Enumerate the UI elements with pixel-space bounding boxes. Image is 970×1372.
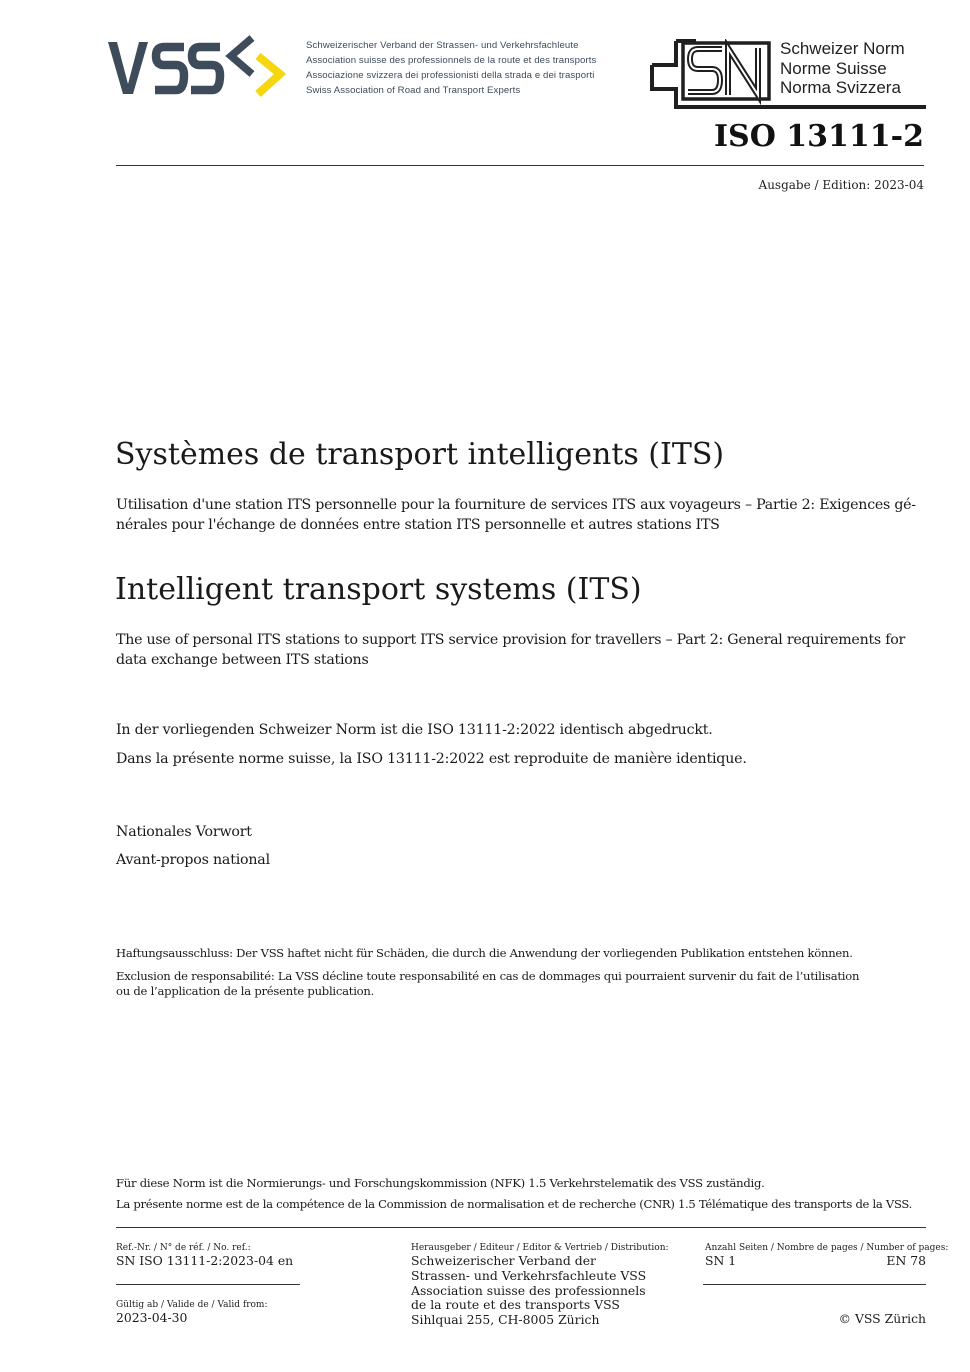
page-count-en: EN 78 (886, 1253, 926, 1268)
publisher-address (411, 1254, 646, 1328)
sn-norm-names (780, 39, 930, 98)
publisher-line: Strassen- und Verkehrsfachleute VSS (411, 1267, 647, 1283)
ref-number-value: SN ISO 13111-2:2023-04 en (116, 1253, 294, 1268)
sn-logo-underline (676, 105, 926, 109)
title-en: Intelligent transport systems (ITS) (115, 572, 642, 607)
standard-number: ISO 13111-2 (714, 119, 924, 154)
publisher-label: Herausgeber / Editeur / Editor & Vertrieb / Distribution: (411, 1243, 669, 1253)
commission-de: Für diese Norm ist die Normierungs- und Forschungskommission (NFK) 1.5 Verkehrstelematik des VSS zuständig. (116, 1176, 765, 1190)
sn-name-de: Schweizer Norm (780, 39, 905, 58)
publisher-line: Association suisse des professionnels (411, 1282, 646, 1298)
subtitle-fr-line2: nérales pour l'échange de données entre station ITS personnelle et autres stations ITS (116, 517, 720, 533)
vss-name-en: Swiss Association of Road and Transport Experts (306, 85, 521, 96)
header-divider (116, 165, 924, 166)
vss-association-names (306, 38, 636, 98)
disclaimer-de: Haftungsausschluss: Der VSS haftet nicht für Schäden, die durch die Anwendung der vorliegenden Publikation entstehen können. (116, 946, 853, 960)
subtitle-en-line1: The use of personal ITS stations to support ITS service provision for travellers – Part 2: General requirements for (116, 632, 906, 648)
foreword-de: Nationales Vorwort (116, 824, 252, 840)
foreword-fr: Avant-propos national (116, 852, 270, 868)
vss-logo (106, 32, 288, 102)
commission-fr: La présente norme est de la compétence de la Commission de normalisation et de recherche (CNR) 1.5 Télématique des transports de la VSS. (116, 1197, 913, 1211)
subtitle-fr-line1: Utilisation d'une station ITS personnelle pour la fourniture de services ITS aux voyageurs – Partie 2: Exigences gé- (116, 497, 916, 513)
pages-divider (703, 1284, 926, 1285)
page-count-label: Anzahl Seiten / Nombre de pages / Number of pages: (705, 1243, 949, 1253)
edition-date: Ausgabe / Edition: 2023-04 (758, 178, 924, 192)
footer-divider (116, 1227, 926, 1228)
subtitle-fr (116, 495, 936, 535)
sn-logo (650, 39, 775, 109)
subtitle-en (116, 630, 936, 670)
disclaimer-fr-line2: ou de l’application de la présente publication. (116, 984, 375, 998)
identity-statement-de: In der vorliegenden Schweizer Norm ist die ISO 13111-2:2022 identisch abgedruckt. (116, 722, 713, 738)
publisher-line: de la route et des transports VSS (411, 1297, 620, 1313)
vss-name-it: Associazione svizzera dei professionisti della strada e dei trasporti (306, 70, 595, 81)
subtitle-en-line2: data exchange between ITS stations (116, 652, 369, 668)
page-count-sn: SN 1 (705, 1253, 737, 1268)
publisher-line: Schweizerischer Verband der (411, 1253, 596, 1268)
ref-divider (116, 1284, 300, 1285)
disclaimer-fr (116, 969, 859, 999)
publisher-line: Sihlquai 255, CH-8005 Zürich (411, 1312, 600, 1328)
ref-number-label: Ref.-Nr. / N° de réf. / No. ref.: (116, 1243, 251, 1253)
vss-name-de: Schweizerischer Verband der Strassen- und Verkehrsfachleute (306, 40, 579, 51)
copyright: © VSS Zürich (838, 1311, 926, 1326)
sn-name-it: Norma Svizzera (780, 78, 901, 97)
title-fr: Systèmes de transport intelligents (ITS) (115, 437, 725, 472)
disclaimer-fr-line1: Exclusion de responsabilité: La VSS décline toute responsabilité en cas de dommages qui pourraient survenir du fait de l’utilisation (116, 969, 860, 983)
identity-statement-fr: Dans la présente norme suisse, la ISO 13111-2:2022 est reproduite de manière identique. (116, 751, 747, 767)
valid-from-label: Gültig ab / Valide de / Valid from: (116, 1300, 268, 1310)
sn-name-fr: Norme Suisse (780, 58, 887, 78)
valid-from-value: 2023-04-30 (116, 1310, 188, 1325)
vss-name-fr: Association suisse des professionnels de la route et des transports (306, 55, 597, 66)
